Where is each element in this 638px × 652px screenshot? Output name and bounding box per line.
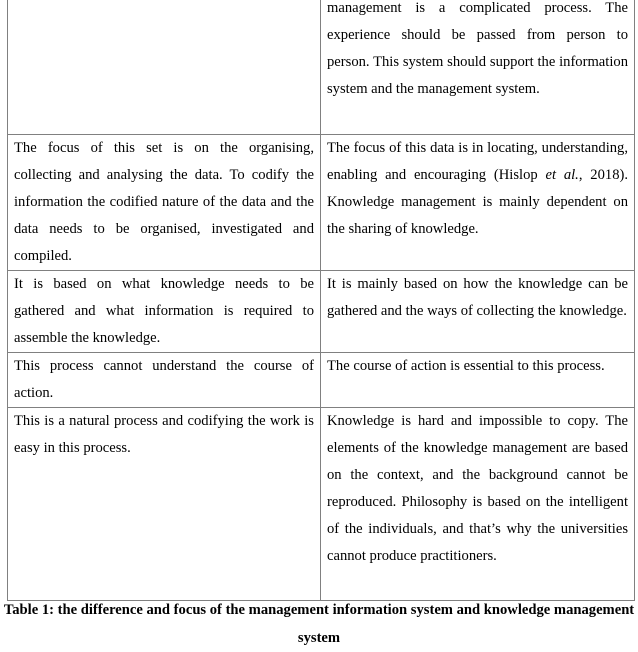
- cell-text: Knowledge is hard and impossible to copy. The elements of the knowledge management are based on the context, and the background cannot be reproduced. Philosophy is based on the intelligent of the individuals, and that’s why the universities cannot produce practitioners.: [327, 413, 628, 564]
- cell-text: This process cannot understand the course of action.: [14, 358, 314, 401]
- table-cell-left: [8, 353, 321, 408]
- table-row: [8, 353, 635, 408]
- cell-text: , 2018). Knowledge management is mainly dependent on the sharing of knowledge.: [327, 167, 629, 237]
- table-cell-right: [321, 0, 635, 135]
- table-cell-left: [8, 271, 321, 353]
- cell-text: The course of action is essential to this process.: [327, 358, 605, 374]
- table-row: [8, 271, 635, 353]
- table-cell-right: [321, 135, 635, 271]
- table-caption: Table 1: the difference and focus of the management information system and knowledge management system: [3, 602, 635, 646]
- table-cell-right: [321, 408, 635, 601]
- table-row: [8, 0, 635, 135]
- comparison-table: [7, 0, 635, 601]
- cell-text-italic: et al.: [545, 167, 579, 183]
- cell-text: It is mainly based on how the knowledge can be gathered and the ways of collecting the knowledge.: [327, 276, 628, 319]
- table-row: [8, 135, 635, 271]
- table-cell-left: [8, 135, 321, 271]
- cell-text: The focus of this data is in locating, understanding, enabling and encouraging (Hislop: [327, 140, 628, 183]
- table-cell-right: [321, 353, 635, 408]
- table-cell-left: [8, 408, 321, 601]
- comparison-table-body: [8, 0, 635, 601]
- cell-text: management is a complicated process. The experience should be passed from person to person. This system should support the information system and the management system.: [327, 0, 628, 97]
- table-row: [8, 408, 635, 601]
- cell-text: This is a natural process and codifying the work is easy in this process.: [14, 413, 314, 456]
- cell-text: The focus of this set is on the organising, collecting and analysing the data. To codify the information the codified nature of the data and the data needs to be organised, investigated and compiled.: [14, 140, 314, 264]
- cell-text: It is based on what knowledge needs to be gathered and what information is required to assemble the knowledge.: [14, 276, 314, 346]
- table-cell-right: [321, 271, 635, 353]
- table-cell-left: [8, 0, 321, 135]
